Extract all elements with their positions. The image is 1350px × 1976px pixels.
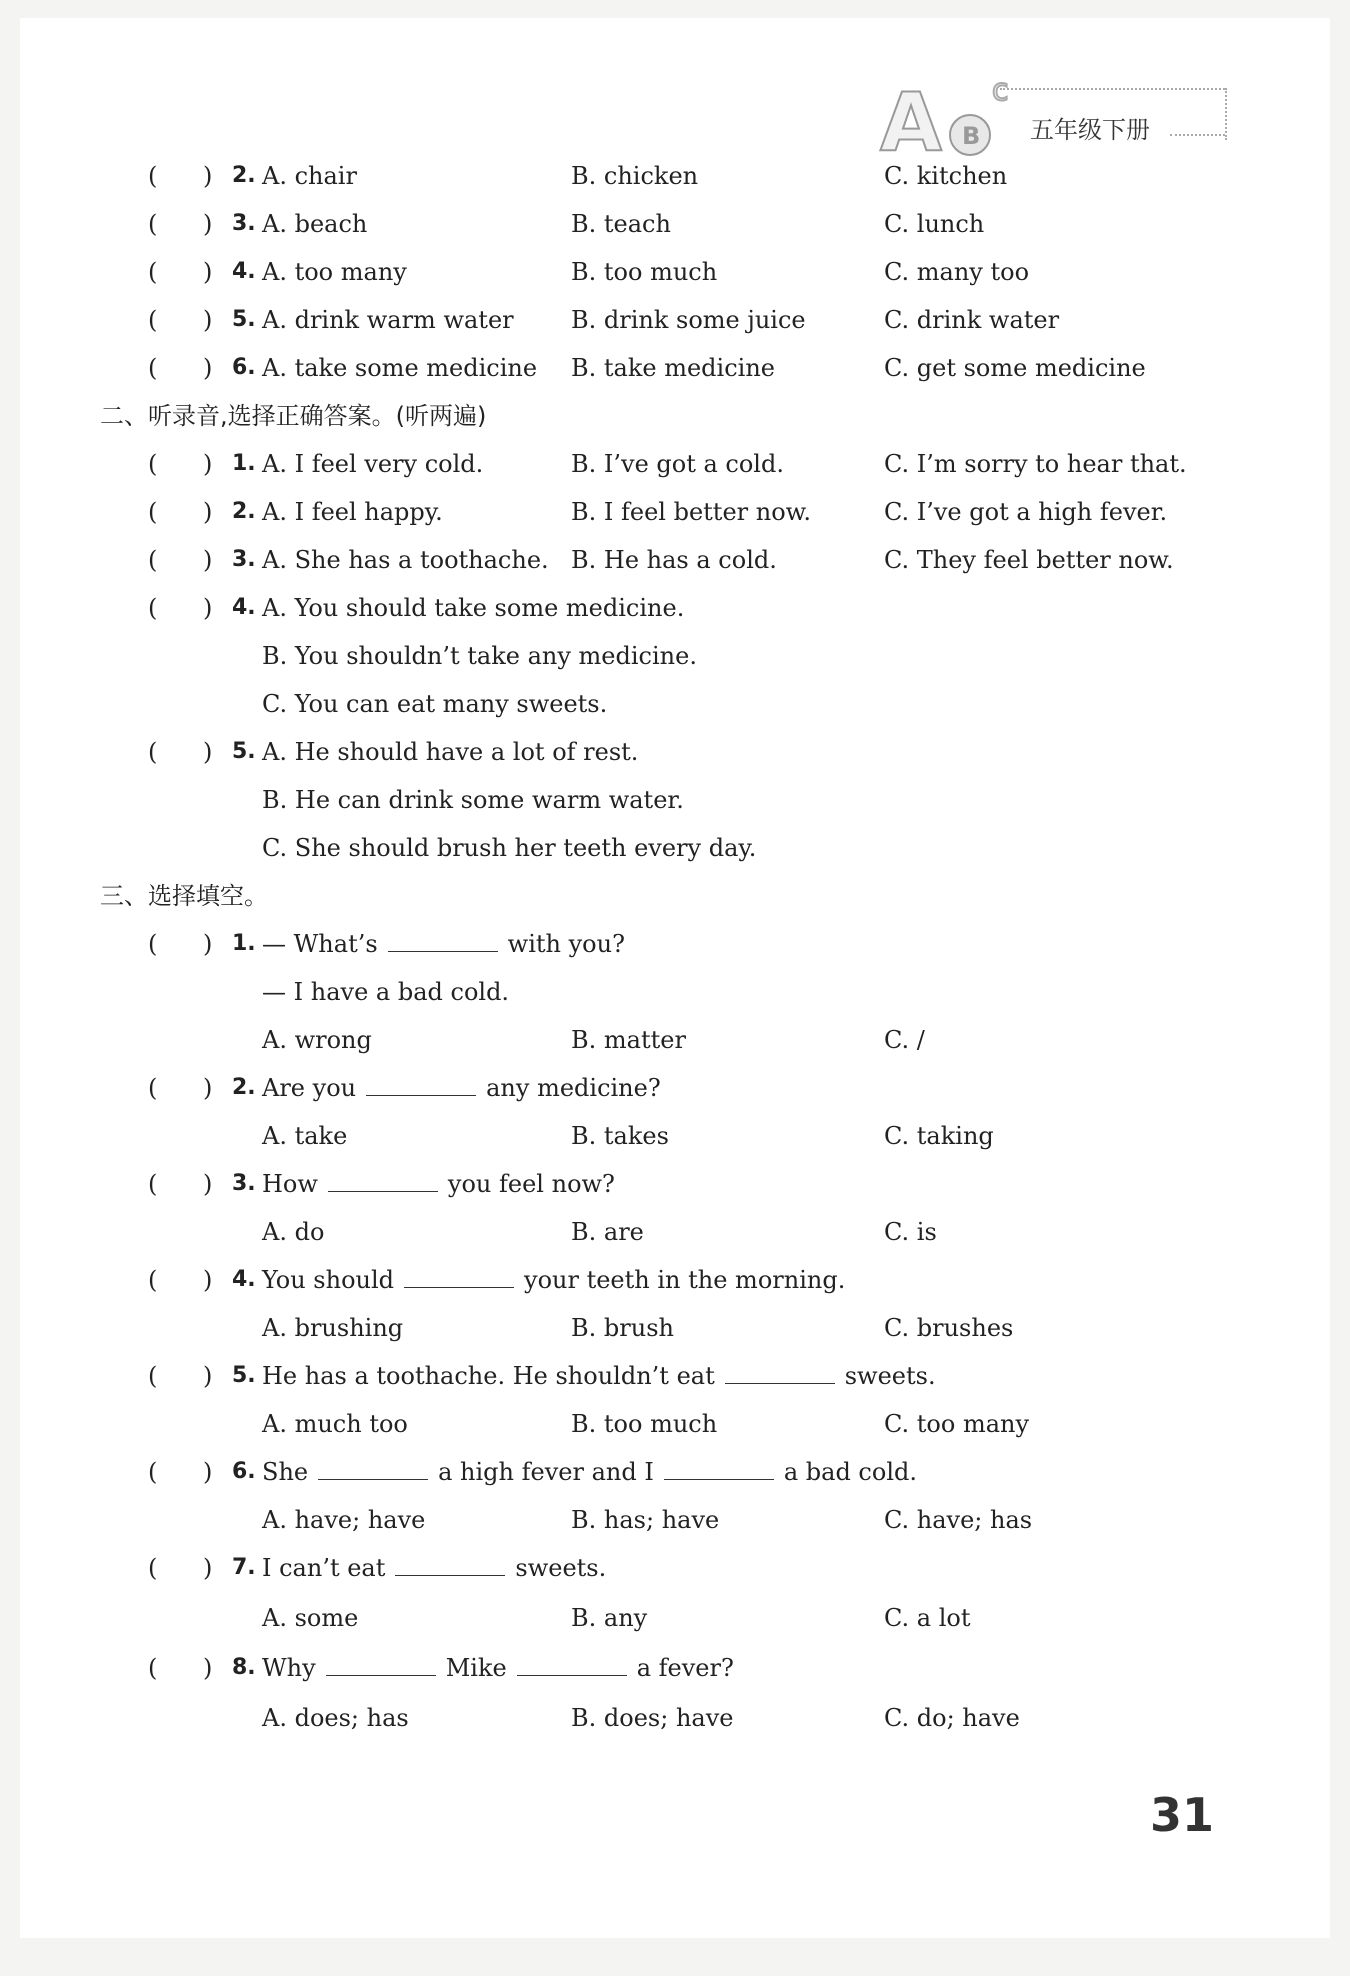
option-b: B. You shouldn’t take any medicine. [262,642,697,670]
option-c: C. They feel better now. [884,546,1174,574]
question-text [262,1260,845,1300]
option-c: C. I’m sorry to hear that. [884,450,1187,478]
option-a: A. I feel very cold. [262,450,484,478]
option-b: B. are [571,1218,644,1246]
fill-blank[interactable] [404,1261,514,1288]
question-number: 6. [232,1459,256,1484]
fill-blank[interactable] [326,1649,436,1676]
question-number: 5. [232,739,256,764]
question-number: 7. [232,1555,256,1580]
answer-paren-open[interactable]: ( [148,306,158,334]
option-c: C. brushes [884,1314,1014,1342]
question-number: 4. [232,259,256,284]
answer-paren-open[interactable]: ( [148,258,158,286]
option-a: A. wrong [262,1026,372,1054]
question-text-post: sweets. [844,1362,936,1390]
option-a: A. drink warm water [262,306,514,334]
page-number: 31 [1150,1788,1215,1842]
fill-blank[interactable] [328,1165,438,1192]
header-divider [1000,88,1225,90]
option-c: C. drink water [884,306,1060,334]
answer-paren-open[interactable]: ( [148,498,158,526]
section-title: 三、选择填空。 [100,882,268,910]
dialogue-reply: — I have a bad cold. [262,978,510,1006]
question-text-post: sweets. [515,1554,607,1582]
answer-paren-close: ) [203,1362,213,1390]
answer-paren-open[interactable]: ( [148,1362,158,1390]
question-text-post: any medicine? [486,1074,661,1102]
answer-paren-open[interactable]: ( [148,1458,158,1486]
question-text-pre: Why [262,1654,316,1682]
answer-paren-close: ) [203,1266,213,1294]
answer-paren-open[interactable]: ( [148,594,158,622]
answer-paren-close: ) [203,258,213,286]
option-c: C. taking [884,1122,994,1150]
option-a: A. You should take some medicine. [262,594,685,622]
option-b: B. chicken [571,162,699,190]
option-a: A. do [262,1218,325,1246]
option-c: C. kitchen [884,162,1008,190]
option-b: B. I feel better now. [571,498,811,526]
question-text-pre: She [262,1458,309,1486]
answer-paren-close: ) [203,210,213,238]
option-b: B. takes [571,1122,669,1150]
question-number: 8. [232,1655,256,1680]
question-text-post: with you? [507,930,625,958]
answer-paren-close: ) [203,498,213,526]
option-a: A. have; have [262,1506,426,1534]
answer-paren-open[interactable]: ( [148,1266,158,1294]
answer-paren-close: ) [203,1654,213,1682]
question-text-post: your teeth in the morning. [524,1266,846,1294]
option-c: C. get some medicine [884,354,1146,382]
option-b: B. any [571,1604,648,1632]
answer-paren-close: ) [203,594,213,622]
option-b: B. too much [571,1410,718,1438]
question-number: 1. [232,451,256,476]
question-text [262,1548,606,1588]
answer-paren-close: ) [203,1554,213,1582]
fill-blank[interactable] [725,1357,835,1384]
question-number: 1. [232,931,256,956]
question-number: 3. [232,1171,256,1196]
question-text [262,1068,661,1108]
fill-blank[interactable] [517,1649,627,1676]
option-a: A. brushing [262,1314,404,1342]
answer-paren-open[interactable]: ( [148,738,158,766]
answer-paren-close: ) [203,162,213,190]
option-a: A. He should have a lot of rest. [262,738,639,766]
question-number: 3. [232,211,256,236]
answer-paren-close: ) [203,1170,213,1198]
option-c: C. / [884,1026,925,1054]
question-text-mid: Mike [445,1654,507,1682]
option-c: C. I’ve got a high fever. [884,498,1168,526]
option-c: C. too many [884,1410,1030,1438]
question-number: 4. [232,1267,256,1292]
option-a: A. I feel happy. [262,498,443,526]
option-c: C. lunch [884,210,985,238]
option-c: C. is [884,1218,937,1246]
svg-text:B: B [962,122,981,150]
answer-paren-open[interactable]: ( [148,930,158,958]
header-divider [1225,88,1227,140]
option-a: A. does; has [262,1704,409,1732]
question-text-mid: a high fever and I [438,1458,654,1486]
question-number: 5. [232,307,256,332]
svg-text:c: c [992,73,1009,108]
option-b: B. brush [571,1314,674,1342]
question-number: 4. [232,595,256,620]
option-c: C. many too [884,258,1030,286]
abc-logo-icon [870,60,1030,170]
option-c: C. do; have [884,1704,1020,1732]
option-c: C. a lot [884,1604,971,1632]
answer-paren-open[interactable]: ( [148,1554,158,1582]
option-a: A. She has a toothache. [262,546,549,574]
question-text [262,1356,936,1396]
grade-label: 五年级下册 [1030,116,1150,144]
option-b: B. does; have [571,1704,734,1732]
question-text-post: a bad cold. [783,1458,917,1486]
option-b: B. teach [571,210,671,238]
option-b: B. I’ve got a cold. [571,450,784,478]
question-text [262,924,625,964]
fill-blank[interactable] [664,1453,774,1480]
header-divider [1170,134,1225,136]
answer-paren-open[interactable]: ( [148,162,158,190]
question-text-pre: Are you [262,1074,357,1102]
question-number: 6. [232,355,256,380]
answer-paren-close: ) [203,354,213,382]
question-number: 2. [232,1075,256,1100]
section-title: 二、听录音,选择正确答案。(听两遍) [100,402,487,430]
answer-paren-close: ) [203,1458,213,1486]
option-b: B. He can drink some warm water. [262,786,684,814]
option-a: A. chair [262,162,357,190]
option-a: A. beach [262,210,368,238]
option-c: C. have; has [884,1506,1033,1534]
svg-text:A: A [880,76,942,169]
question-text-post: a fever? [636,1654,734,1682]
question-text-pre: — What’s [262,930,378,958]
fill-blank[interactable] [366,1069,476,1096]
option-a: A. some [262,1604,359,1632]
option-b: B. too much [571,258,718,286]
question-text [262,1452,917,1492]
option-b: B. He has a cold. [571,546,777,574]
option-a: A. much too [262,1410,408,1438]
answer-paren-close: ) [203,738,213,766]
fill-blank[interactable] [395,1549,505,1576]
question-text [262,1164,615,1204]
answer-paren-open[interactable]: ( [148,210,158,238]
answer-paren-open[interactable]: ( [148,1654,158,1682]
option-b: B. matter [571,1026,686,1054]
question-number: 2. [232,163,256,188]
answer-paren-open[interactable]: ( [148,1170,158,1198]
answer-paren-close: ) [203,546,213,574]
question-number: 2. [232,499,256,524]
answer-paren-close: ) [203,1074,213,1102]
worksheet-page [20,18,1330,1938]
answer-paren-open[interactable]: ( [148,1074,158,1102]
option-c: C. She should brush her teeth every day. [262,834,757,862]
answer-paren-open[interactable]: ( [148,450,158,478]
question-number: 3. [232,547,256,572]
option-b: B. drink some juice [571,306,806,334]
question-text-pre: You should [262,1266,395,1294]
question-number: 5. [232,1363,256,1388]
option-a: A. take some medicine [262,354,538,382]
answer-paren-close: ) [203,930,213,958]
answer-paren-close: ) [203,306,213,334]
option-a: A. take [262,1122,348,1150]
question-text [262,1648,734,1688]
option-c: C. You can eat many sweets. [262,690,608,718]
answer-paren-open[interactable]: ( [148,354,158,382]
answer-paren-open[interactable]: ( [148,546,158,574]
option-b: B. has; have [571,1506,720,1534]
option-a: A. too many [262,258,407,286]
option-b: B. take medicine [571,354,775,382]
question-text-pre: How [262,1170,318,1198]
question-text-pre: I can’t eat [262,1554,386,1582]
fill-blank[interactable] [388,925,498,952]
question-text-post: you feel now? [447,1170,615,1198]
question-text-pre: He has a toothache. He shouldn’t eat [262,1362,715,1390]
answer-paren-close: ) [203,450,213,478]
fill-blank[interactable] [318,1453,428,1480]
